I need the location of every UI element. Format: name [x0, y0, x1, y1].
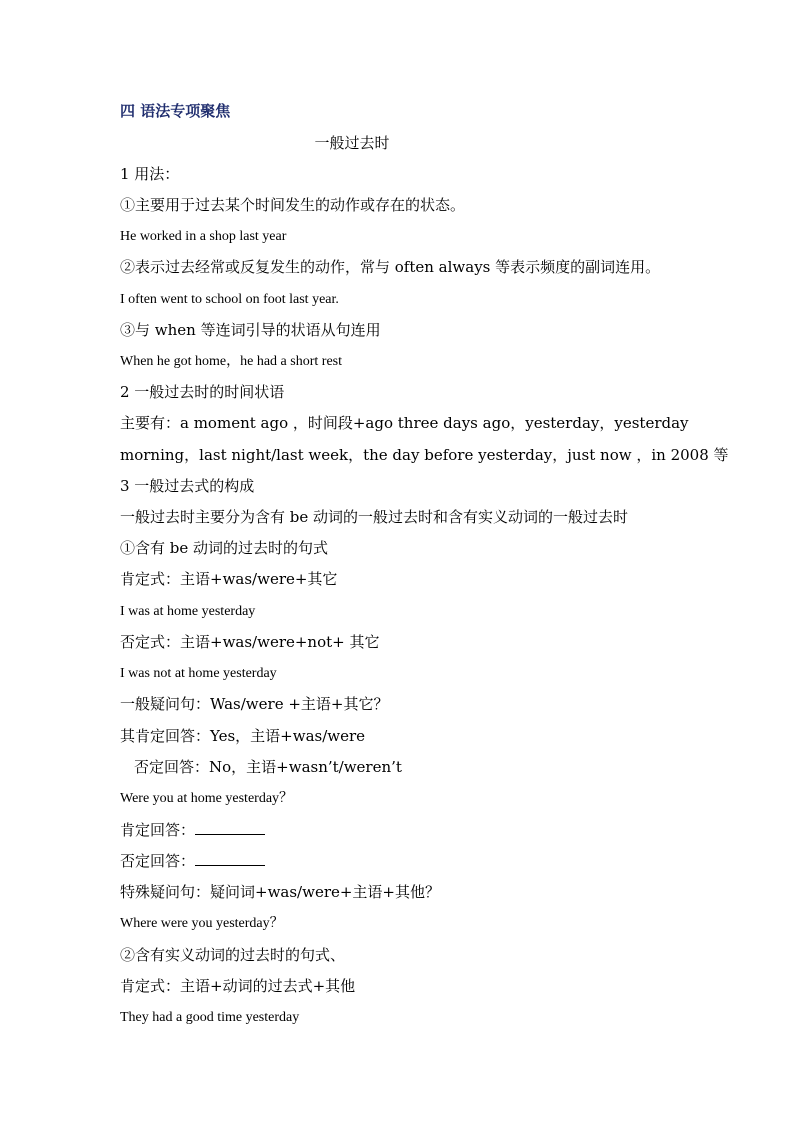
be-question-no-answer: 否定回答：No，主语+wasn’t/weren’t — [134, 758, 402, 776]
answer-yes-row — [120, 820, 265, 840]
time-adverbial-list-2: morning，last night/last week，the day before yesterday，just now ，in 2008 等 — [120, 446, 729, 464]
be-negative-pattern: 否定式：主语+was/were+not+ 其它 — [120, 633, 380, 651]
usage-point-1: ①主要用于过去某个时间发生的动作或存在的状态。 — [120, 196, 466, 214]
usage-heading: 1 用法： — [120, 165, 180, 183]
be-question-example: Were you at home yesterday？ — [120, 791, 294, 806]
example-1: He worked in a shop last year — [120, 229, 287, 244]
be-affirmative-pattern: 肯定式：主语+was/were+其它 — [120, 570, 338, 588]
be-negative-example: I was not at home yesterday — [120, 666, 277, 681]
verb-affirmative-pattern: 肯定式：主语+动词的过去式+其他 — [120, 977, 356, 995]
form-intro: 一般过去时主要分为含有 be 动词的一般过去时和含有实义动词的一般过去时 — [120, 508, 629, 526]
answer-yes-blank[interactable] — [195, 820, 265, 835]
be-question-yes-answer: 其肯定回答：Yes，主语+was/were — [120, 727, 366, 745]
answer-no-label: 否定回答： — [120, 852, 196, 870]
usage-point-2: ②表示过去经常或反复发生的动作，常与 often always 等表示频度的副词连用。 — [120, 258, 661, 276]
example-3: When he got home，he had a short rest — [120, 354, 342, 369]
form-heading: 3 一般过去式的构成 — [120, 477, 255, 495]
be-verb-heading: ①含有 be 动词的过去时的句式 — [120, 539, 329, 557]
verb-heading: ②含有实义动词的过去时的句式、 — [120, 946, 346, 964]
be-wh-question-example: Where were you yesterday？ — [120, 916, 284, 931]
example-2: I often went to school on foot last year. — [120, 292, 339, 307]
be-question-pattern: 一般疑问句：Was/were +主语+其它？ — [120, 695, 389, 713]
be-affirmative-example: I was at home yesterday — [120, 604, 256, 619]
verb-affirmative-example: They had a good time yesterday — [120, 1010, 300, 1025]
answer-no-blank[interactable] — [195, 851, 265, 866]
section-heading: 四 语法专项聚焦 — [120, 102, 231, 120]
answer-yes-label: 肯定回答： — [120, 821, 196, 839]
document-title: 一般过去时 — [314, 134, 390, 152]
be-wh-question-pattern: 特殊疑问句：疑问词+was/were+主语+其他？ — [120, 883, 441, 901]
time-adverbial-heading: 2 一般过去时的时间状语 — [120, 383, 285, 401]
time-adverbial-list-1: 主要有：a moment ago ，时间段+ago three days ago，yesterday，yesterday — [120, 414, 689, 432]
answer-no-row — [120, 851, 265, 871]
usage-point-3: ③与 when 等连词引导的状语从句连用 — [120, 321, 381, 339]
